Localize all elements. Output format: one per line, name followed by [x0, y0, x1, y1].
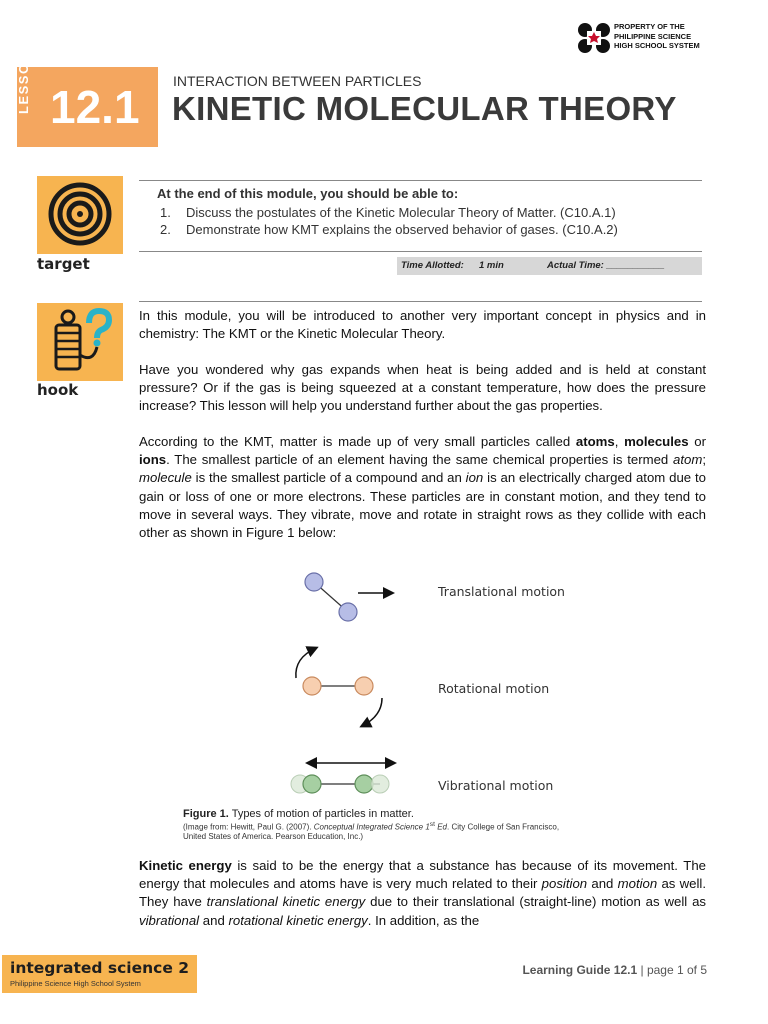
hook-icon-box [37, 303, 123, 381]
footer-course-title: integrated science 2 [10, 959, 190, 977]
hook-intro-paragraph: In this module, you will be introduced to another very important concept in physics and in chemistry: The KMT or the Kinetic Molecular Theory. [139, 308, 706, 342]
time-allotted-label: Time Allotted: [401, 260, 464, 271]
target-icon-box [37, 176, 123, 254]
lesson-title: KINETIC MOLECULAR THEORY [172, 90, 677, 127]
translational-label: Translational motion [438, 584, 565, 599]
hook-question-paragraph: Have you wondered why gas expands when heat is being added and is held at constant pressure? Or if the gas is being squeezed at a constant temperature, how does the pressure increase? This lesson will help you understand further about the gas properties. [139, 362, 706, 414]
kmt-paragraph: According to the KMT, matter is made up of very small particles called atoms, molecules or ions. The smallest particle of an element having the same chemical properties is termed atom; molecule is the smallest particle of a compound and an ion is an electrically charged atom due to gain or loss of one or more electrons. These particles are in constant motion, and they tend to move in several ways. They vibrate, move and rotate in straight rows as they collide with each other as shown in Figure 1 below: [139, 434, 706, 541]
divider [139, 251, 702, 252]
lesson-word: LESSON [16, 51, 31, 114]
lesson-number: 12.1 [50, 81, 140, 133]
lesson-subtitle: INTERACTION BETWEEN PARTICLES [173, 73, 422, 89]
divider [139, 301, 702, 302]
target-icon [37, 176, 123, 254]
time-bar [397, 257, 702, 275]
figure-caption: Figure 1. Types of motion of particles in matter. (Image from: Hewitt, Paul G. (2007). Conceptual Integrated Science 1st Ed. City College of San Francisco, United States of America. Pearson Education, Inc.) [183, 808, 663, 842]
objectives-heading: At the end of this module, you should be able to: [157, 186, 459, 201]
list-item: 2. Demonstrate how KMT explains the observed behavior of gases. (C10.A.2) [160, 222, 618, 237]
hook-label: hook [37, 381, 79, 399]
vibrational-label: Vibrational motion [438, 778, 554, 793]
rope-question-icon [37, 303, 123, 381]
target-label: target [37, 255, 90, 273]
rotational-label: Rotational motion [438, 681, 550, 696]
objectives-list [160, 204, 618, 238]
list-item: 1. Discuss the postulates of the Kinetic Molecular Theory of Matter. (C10.A.1) [160, 205, 616, 220]
time-allotted-value: 1 min [479, 260, 504, 271]
footer-page-info: Learning Guide 12.1 | page 1 of 5 [522, 963, 707, 977]
divider [139, 180, 702, 181]
rotational-molecule [296, 648, 382, 726]
translational-molecule [305, 573, 392, 621]
footer-school: Philippine Science High School System [10, 979, 141, 988]
figure-source: (Image from: Hewitt, Paul G. (2007). Conceptual Integrated Science 1st Ed. City College of San Francisco, [183, 821, 560, 832]
vibrational-molecule [291, 763, 394, 793]
motion-diagram [280, 560, 590, 805]
property-text: PROPERTY OF THE PHILIPPINE SCIENCE HIGH SCHOOL SYSTEM [614, 22, 700, 50]
actual-time-field[interactable]: Actual Time: ___________ [547, 260, 665, 271]
kinetic-energy-paragraph: Kinetic energy is said to be the energy that a substance has because of its movement. The energy that molecules and atoms have is very much related to their position and motion as well. They have translational kinetic energy due to their translational (straight-line) motion as well as vibrational and rotational kinetic energy. In addition, as the [139, 858, 707, 928]
pshs-logo [577, 22, 611, 54]
